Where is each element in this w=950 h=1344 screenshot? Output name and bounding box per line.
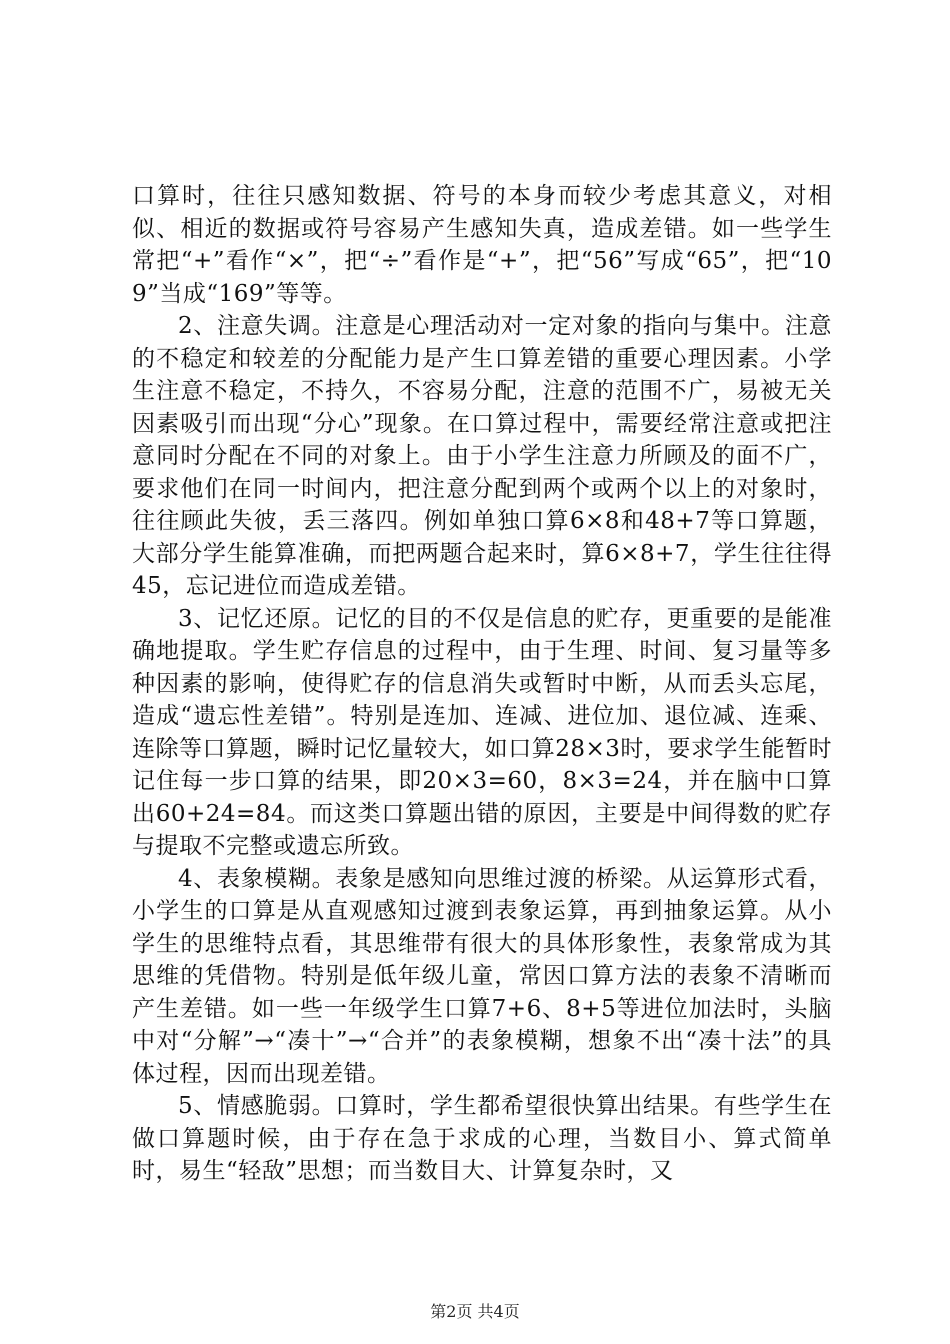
page-footer: 第2页 共4页 (430, 1302, 520, 1321)
paragraph-memory: 3、记忆还原。记忆的目的不仅是信息的贮存，更重要的是能准确地提取。学生贮存信息的过程中，由于生理、时间、复习量等多种因素的影响，使得贮存的信息消失或暂时中断，从而丢头忘尾，造成“遗忘性差错”。特别是连加、连减、进位加、退位减、连乘、连除等口算题，瞬时记忆量较大，如口算28×3时，要求学生能暂时记住每一步口算的结果，即20×3=60，8×3=24，并在脑中口算出60+24=84。而这类口算题出错的原因，主要是中间得数的贮存与提取不完整或遗忘所致。 (132, 605, 832, 859)
document-body (132, 180, 832, 1188)
paragraph-attention: 2、注意失调。注意是心理活动对一定对象的指向与集中。注意的不稳定和较差的分配能力是产生口算差错的重要心理因素。小学生注意不稳定，不持久，不容易分配，注意的范围不广，易被无关因素吸引而出现“分心”现象。在口算过程中，需要经常注意或把注意同时分配在不同的对象上。由于小学生注意力所顾及的面不广，要求他们在同一时间内，把注意分配到两个或两个以上的对象时，往往顾此失彼，丢三落四。例如单独口算6×8和48+7等口算题，大部分学生能算准确，而把两题合起来时，算6×8+7，学生往往得45，忘记进位而造成差错。 (132, 313, 832, 599)
paragraph-continuation: 口算时，往往只感知数据、符号的本身而较少考虑其意义，对相似、相近的数据或符号容易产生感知失真，造成差错。如一些学生常把“+”看作“×”，把“÷”看作是“+”，把“56”写成“65”，把“109”当成“169”等等。 (132, 183, 832, 307)
paragraph-imagery: 4、表象模糊。表象是感知向思维过渡的桥梁。从运算形式看，小学生的口算是从直观感知过渡到表象运算，再到抽象运算。从小学生的思维特点看，其思维带有很大的具体形象性，表象常成为其思维的凭借物。特别是低年级儿童，常因口算方法的表象不清晰而产生差错。如一些一年级学生口算7+6、8+5等进位加法时，头脑中对“分解”→“凑十”→“合并”的表象模糊，想象不出“凑十法”的具体过程，因而出现差错。 (132, 865, 832, 1087)
paragraph-emotion: 5、情感脆弱。口算时，学生都希望很快算出结果。有些学生在做口算题时候，由于存在急于求成的心理，当数目小、算式简单时，易生“轻敌”思想；而当数目大、计算复杂时，又 (132, 1093, 832, 1184)
